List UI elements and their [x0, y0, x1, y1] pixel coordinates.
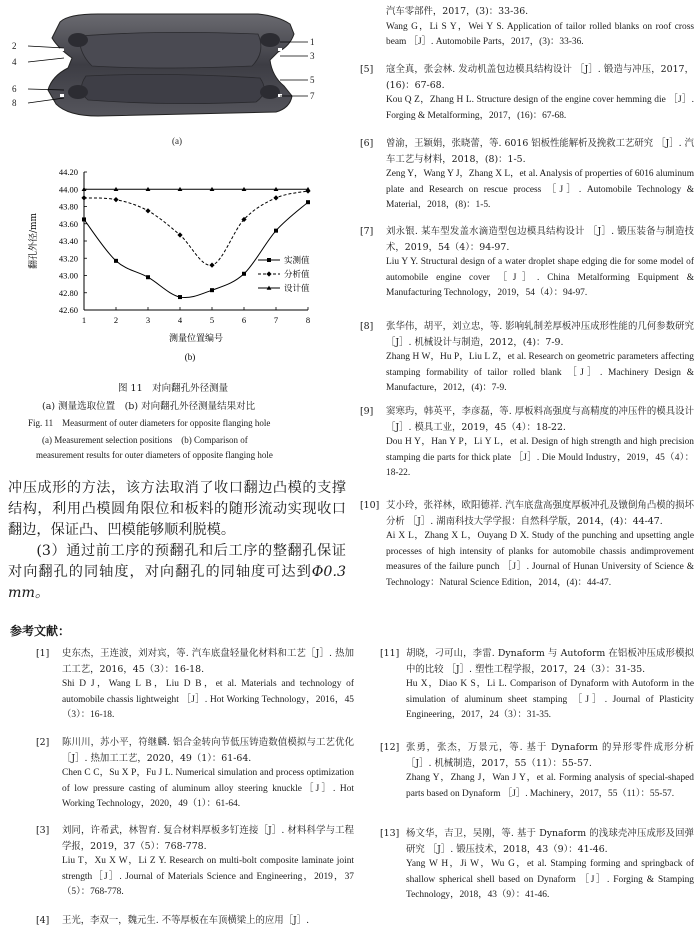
reference-en: Zhang Y，Zhang J，Wan J Y，et al. Forming analysis of special-shaped parts based on Dynaform ［J］. Machinery，2017，55（11）：55-57. — [406, 773, 694, 799]
y-tick-label: 43.60 — [58, 218, 78, 229]
reference-number: [9] — [360, 406, 374, 417]
reference-cn: 王光，李双一，魏元生. 不等厚板在车顶横梁上的应用［J］. — [62, 915, 310, 926]
reference-5 — [360, 62, 694, 124]
data-point-measured — [114, 259, 118, 263]
body-paragraph-2-end: Φ0.3 mm。 — [8, 564, 346, 601]
legend-label: 设计值 — [284, 284, 310, 294]
reference-number: [6] — [360, 138, 374, 149]
reference-8 — [360, 319, 694, 397]
figure-11b-chart — [8, 160, 348, 375]
x-tick-label: 2 — [113, 315, 119, 325]
reference-number: [12] — [380, 742, 400, 753]
data-point-measured — [274, 229, 278, 233]
chart-svg — [8, 160, 348, 375]
reference-en: Liu T，Xu X W，Li Z Y. Research on multi-bolt composite laminate joint strength［J］. Journal of Materials Science and Engineering，2019，37（5）：768-778. — [62, 856, 354, 897]
subfigure-b-label: (b) — [184, 352, 196, 362]
data-point-measured — [146, 275, 150, 279]
reference-en: Kou Q Z，Zhang H L. Structure design of the engine cover hemming die ［J］. Forging & Metalforming，2017，(16)：67-68. — [386, 95, 694, 121]
legend-marker — [266, 271, 271, 276]
data-point-analysis — [81, 195, 86, 200]
data-point-measured — [242, 272, 246, 276]
y-tick-label: 43.20 — [58, 253, 78, 264]
body-paragraph-2-text: (3）通过前工序的预翻孔和后工序的整翻孔保证对向翻孔的同轴度，对向翻孔的同轴度可达到 — [8, 543, 346, 580]
reference-en: Dou H Y，Han Y P，Li Y L，et al. Design of high strength and high precision stamping die parts for thick plate ［J］. Die Mould Industry，2019，45（4）：18-22. — [386, 437, 694, 478]
y-tick-label: 44.00 — [58, 184, 78, 195]
reference-cn: 史东杰，王连波，刘对宾，等. 汽车底盘轻量化材料和工艺［J］. 热加工工艺，2016，45（3）：16-18. — [62, 648, 354, 675]
reference-12 — [380, 740, 694, 802]
subfigure-a-label: (a) — [172, 136, 182, 146]
reference-number: [3] — [36, 825, 50, 836]
reference-number: [1] — [36, 648, 50, 659]
y-tick-label: 43.40 — [58, 236, 78, 246]
reference-en: Zhang H W，Hu P，Liu L Z，et al. Research on geometric parameters affecting stamping formability of tailor rolled blank ［J］. Machinery Design & Manufacture，2012，(4)：7-9. — [386, 352, 694, 393]
y-tick-label: 43.80 — [58, 201, 78, 212]
data-point-analysis — [113, 197, 118, 202]
reference-en: Wang G，Li S Y，Wei Y S. Application of tailor rolled blanks on roof cross beam ［J］. Automobile Parts，2017，(3)：33-36. — [386, 21, 694, 47]
reference-7 — [360, 224, 694, 302]
reference-number: [7] — [360, 226, 374, 237]
reference-cn: 汽车零部件，2017，(3)：33-36. — [386, 6, 529, 17]
data-point-measured — [306, 200, 310, 204]
x-tick-label: 8 — [305, 315, 311, 325]
figure-caption-en-3: measurement results for outer diameters of opposite flanging hole — [36, 450, 273, 460]
callout-8: 8 — [12, 98, 17, 108]
x-tick-label: 3 — [145, 315, 151, 325]
reference-cn: 窦寒玙，韩英平，李彦磊，等. 厚板料高强度与高精度的冲压件的模具设计 ［J］. 模具工业，2019，45（4）：18-22. — [386, 406, 694, 433]
reference-number: [13] — [380, 828, 400, 839]
figure-11a — [8, 0, 348, 160]
x-axis-label: 测量位置编号 — [168, 334, 224, 344]
reference-cn: 杨文华，吉卫，吴刚，等. 基于 Dynaform 的浅球壳冲压成形及回弹研究 ［J］. 锻压技术，2018，43（9）：41-46. — [406, 828, 694, 855]
data-point-analysis — [273, 195, 278, 200]
callout-5: 5 — [310, 75, 315, 85]
x-tick-label: 5 — [209, 315, 215, 325]
y-tick-label: 43.00 — [58, 270, 78, 281]
reference-en: Shi D J，Wang L B，Liu D B，et al. Materials and technology of automobile chassis lightweight ［J］. Hot Working Technology，2016，45（3）：16-18. — [62, 679, 354, 720]
reference-cn: 刘同，许希武，林智育. 复合材料厚板多钉连接［J］. 材料科学与工程学报，2019，37（5）：768-778. — [62, 825, 354, 852]
y-axis-label: 翻孔外径/mm — [29, 212, 39, 270]
figure-caption-en-1: Fig. 11 Measurment of outer diameters for opposite flanging hole — [28, 418, 271, 428]
body-paragraph-1: 冲压成形的方法，该方法取消了收口翻边凸模的支撑结构，利用凸模圆角限位和板料的随形流动实现收口翻边，保证凸、凹模能够顺利脱模。 — [8, 480, 346, 538]
data-point-analysis — [145, 208, 150, 213]
reference-number: [4] — [36, 915, 50, 926]
reference-en: Liu Y Y. Structural design of a water droplet shape edging die for some model of automobile engine cover ［J］. China Metalforming Equipment & Manufacturing Technology，2019，54（4）：94-97. — [386, 257, 694, 298]
data-point-measured — [178, 295, 182, 299]
legend-label: 实测值 — [284, 256, 310, 266]
x-tick-label: 1 — [81, 315, 87, 325]
reference-number: [10] — [360, 500, 380, 511]
x-tick-label: 6 — [241, 315, 247, 325]
legend-label: 分析值 — [284, 270, 310, 280]
figure-caption-en-2: (a) Measurement selection positions (b) Comparison of — [42, 435, 248, 445]
reference-cn: 陈川川，苏小平，符继麟. 铝合金转向节低压铸造数值模拟与工艺优化［J］. 热加工工艺，2020，49（1）：61-64. — [62, 737, 354, 764]
data-point-analysis — [177, 232, 182, 237]
reference-cn: 刘永银. 某车型发盖水滴造型包边模具结构设计 ［J］. 锻压装备与制造技术，2019，54（4）：94-97. — [386, 226, 694, 253]
reference-cn: 胡晓，刁可山，李雷. Dynaform 与 Autoform 在铝板冲压成形模拟中的比较 ［J］. 塑性工程学报，2017，24（3）：31-35. — [406, 648, 694, 675]
reference-cn: 张华伟，胡平，刘立忠，等. 影响轧制差厚板冲压成形性能的几何参数研究 ［J］. 机械设计与制造，2012，(4)：7-9. — [386, 321, 694, 348]
legend-marker — [267, 258, 271, 262]
callout-1: 1 — [310, 37, 315, 47]
reference-13 — [380, 826, 694, 904]
y-tick-label: 44.20 — [58, 167, 78, 177]
y-tick-label: 42.80 — [58, 287, 78, 298]
reference-11 — [380, 646, 694, 724]
reference-cn: 张勇，张杰，万景元，等. 基于 Dynaform 的异形零件成形分析 ［J］. 机械制造，2017，55（11）：55-57. — [406, 742, 694, 769]
body-paragraph-2 — [8, 541, 346, 604]
x-tick-label: 4 — [177, 315, 183, 325]
reference-9 — [360, 404, 694, 482]
x-tick-label: 7 — [273, 315, 279, 325]
data-point-measured — [210, 288, 214, 292]
reference-number: [2] — [36, 737, 50, 748]
callout-4: 4 — [12, 57, 17, 67]
reference-cn: 寇全真，张会林. 发动机盖包边模具结构设计 ［J］. 锻造与冲压，2017，(16)：67-68. — [386, 64, 694, 91]
series-line-analysis — [84, 191, 308, 265]
reference-4-continued — [360, 4, 694, 51]
reference-number: [11] — [380, 648, 400, 659]
y-tick-label: 42.60 — [58, 305, 78, 315]
reference-number: [5] — [360, 64, 374, 75]
reference-6 — [360, 136, 694, 214]
reference-1 — [36, 646, 354, 724]
reference-en: Hu X，Diao K S，Li L. Comparison of Dynaform with Autoform in the simulation of aluminum sheet stamping ［J］. Journal of Plasticity Engineering，2017，24（3）：31-35. — [406, 679, 694, 720]
callout-3: 3 — [310, 51, 315, 61]
reference-10 — [360, 498, 694, 591]
data-point-analysis — [209, 263, 214, 268]
body-text — [8, 478, 346, 604]
reference-cn: 艾小玲，张祥林，欧阳德祥. 汽车底盘高强度厚板冲孔及镦倒角凸模的损坏分析 ［J］. 湖南科技大学学报：自然科学版，2014，(4)：44-47. — [386, 500, 694, 527]
reference-en: Chen C C，Su X P，Fu J L. Numerical simulation and process optimization of low pressure casting of aluminum alloy steering knuckle［J］. Hot Working Technology，2020，49（1）：61-64. — [62, 768, 354, 809]
part-rendering — [8, 0, 348, 145]
references-heading: 参考文献： — [10, 624, 71, 638]
callout-7: 7 — [310, 91, 315, 101]
reference-en: Zeng Y，Wang Y J，Zhang X L，et al. Analysis of properties of 6016 aluminum plate and Research on rescue process ［J］. Automobile Technology & Material，2018，(8)：1-5. — [386, 169, 694, 210]
data-point-measured — [82, 217, 86, 221]
figure-caption-cn: 图 11 对向翻孔外径测量 — [118, 383, 229, 394]
reference-en: Ai X L，Zhang X L，Ouyang D X. Study of the punching and upsetting angle processes of high intensity of planks for automobile chassis andimprovement measures of the failure punch ［J］. Journal of Hunan University of Science & Technology：Natural Science Edition，2014，(4)：44-47. — [386, 531, 694, 588]
series-line-measured — [84, 202, 308, 297]
reference-3 — [36, 823, 354, 901]
figure-caption-cn-sub: (a) 测量选取位置 (b) 对向翻孔外径测量结果对比 — [42, 401, 256, 412]
callout-6: 6 — [12, 84, 17, 94]
callout-2: 2 — [12, 41, 17, 51]
reference-en: Yang W H，Ji W，Wu G，et al. Stamping forming and springback of shallow spherical shell based on Dynaform ［J］. Forging & Stamping Technology，2018，43（9）：41-46. — [406, 859, 694, 900]
reference-number: [8] — [360, 321, 374, 332]
reference-cn: 曾渝，王颖娟，张晓蕾，等. 6016 铝板性能解析及挽救工艺研究 ［J］. 汽车工艺与材料，2018，(8)：1-5. — [386, 138, 694, 165]
reference-4 — [36, 913, 354, 929]
reference-2 — [36, 735, 354, 813]
